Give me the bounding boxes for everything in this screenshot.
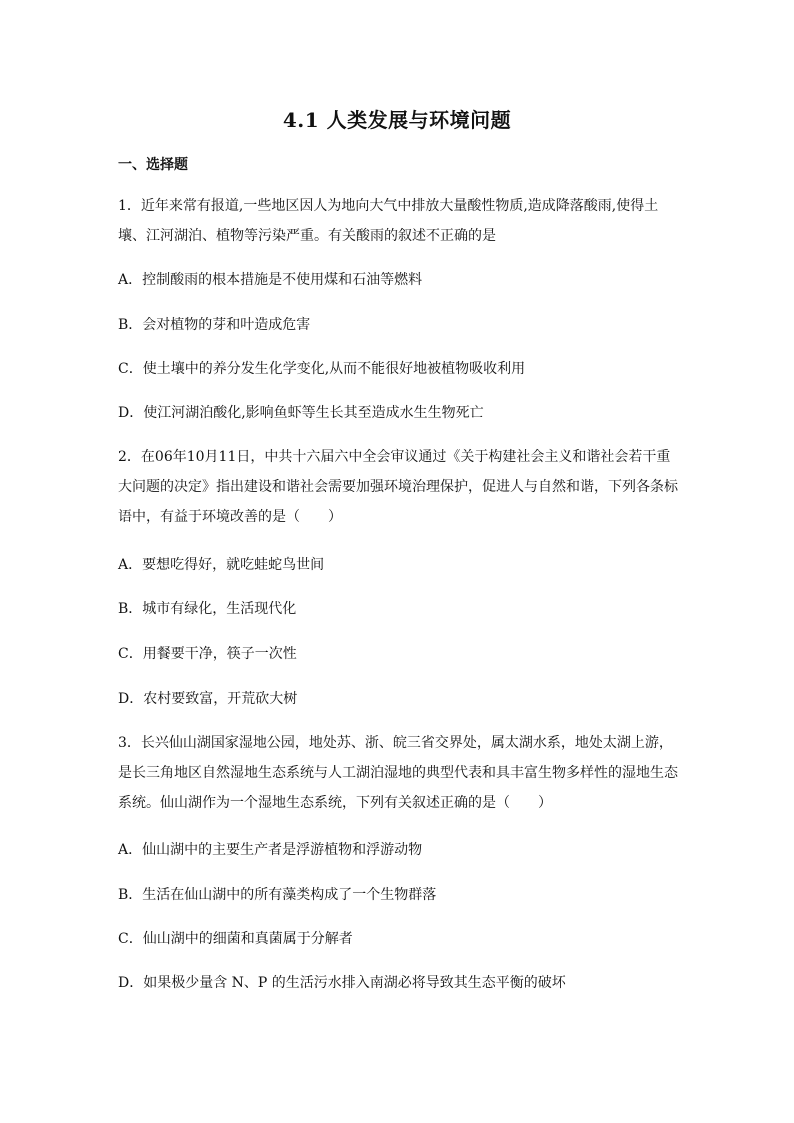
question-2-stem: 2．在06年10月11日，中共十六届六中全会审议通过《关于构建社会主义和谐社会若干重大问题的决定》指出建设和谐社会需要加强环境治理保护，促进人与自然和谐，下列各条标语中，有益于环境改善的是（ ） <box>118 449 678 525</box>
question-3-stem: 3．长兴仙山湖国家湿地公园，地处苏、浙、皖三省交界处，属太湖水系，地处太湖上游，是长三角地区自然湿地生态系统与人工湖泊湿地的典型代表和具丰富生物多样性的湿地生态系统。仙山湖作为一个湿地生态系统，下列有关叙述正确的是（ ） <box>118 735 678 811</box>
page-title: 4.1 人类发展与环境问题 <box>282 108 512 132</box>
question-2-option-b: B．城市有绿化，生活现代化 <box>118 601 297 617</box>
question-1-option-c: C．使土壤中的养分发生化学变化,从而不能很好地被植物吸收利用 <box>118 361 526 377</box>
question-1-option-b: B．会对植物的芽和叶造成危害 <box>118 317 311 333</box>
question-1-option-a: A．控制酸雨的根本措施是不使用煤和石油等燃料 <box>118 272 423 288</box>
question-3-option-b: B．生活在仙山湖中的所有藻类构成了一个生物群落 <box>118 887 437 903</box>
question-3-option-c: C．仙山湖中的细菌和真菌属于分解者 <box>118 931 353 947</box>
question-3-option-a: A．仙山湖中的主要生产者是浮游植物和浮游动物 <box>118 842 423 858</box>
question-2-option-a: A．要想吃得好，就吃蛙蛇鸟世间 <box>118 557 325 573</box>
question-2-option-c: C．用餐要干净，筷子一次性 <box>118 646 297 662</box>
question-1-option-d: D．使江河湖泊酸化,影响鱼虾等生长其至造成水生生物死亡 <box>118 405 484 421</box>
question-3-option-d: D．如果极少量含 N、P 的生活污水排入南湖必将导致其生态平衡的破坏 <box>118 975 566 991</box>
section-heading: 一、选择题 <box>118 157 188 173</box>
question-2-option-d: D．农村要致富，开荒砍大树 <box>118 691 298 707</box>
question-1-stem: 1．近年来常有报道,一些地区因人为地向大气中排放大量酸性物质,造成降落酸雨,使得土壤、江河湖泊、植物等污染严重。有关酸雨的叙述不正确的是 <box>118 198 659 244</box>
